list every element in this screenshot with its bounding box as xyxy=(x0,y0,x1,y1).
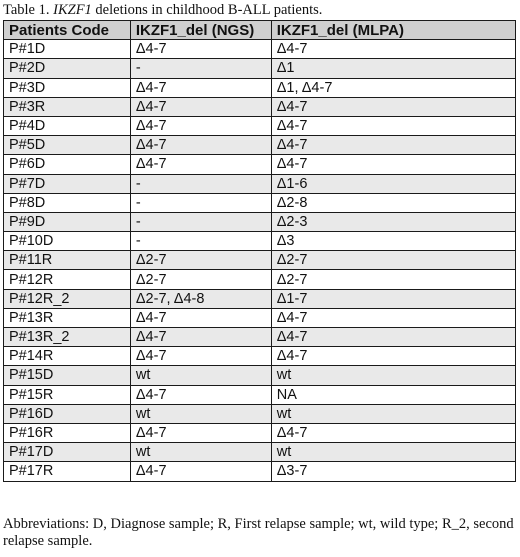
cell-mlpa: Δ1, Δ4-7 xyxy=(271,78,515,97)
cell-mlpa: Δ1-6 xyxy=(271,174,515,193)
cell-patient-code: P#2D xyxy=(4,59,131,78)
cell-mlpa: Δ4-7 xyxy=(271,97,515,116)
table-row xyxy=(4,78,516,97)
cell-patient-code: P#6D xyxy=(4,155,131,174)
cell-mlpa: Δ3-7 xyxy=(271,462,515,481)
cell-ngs: Δ2-7 xyxy=(130,251,271,270)
header-patients-code: Patients Code xyxy=(4,21,131,40)
cell-ngs: Δ4-7 xyxy=(130,155,271,174)
cell-mlpa: Δ2-3 xyxy=(271,212,515,231)
table-row xyxy=(4,251,516,270)
cell-mlpa: wt xyxy=(271,366,515,385)
cell-patient-code: P#13R_2 xyxy=(4,328,131,347)
header-mlpa: IKZF1_del (MLPA) xyxy=(271,21,515,40)
cell-ngs: Δ4-7 xyxy=(130,423,271,442)
table-row xyxy=(4,328,516,347)
cell-patient-code: P#11R xyxy=(4,251,131,270)
cell-mlpa: Δ4-7 xyxy=(271,40,515,59)
table-row xyxy=(4,347,516,366)
cell-mlpa: Δ4-7 xyxy=(271,308,515,327)
caption-prefix: Table 1. xyxy=(3,2,54,18)
table-row xyxy=(4,462,516,481)
cell-mlpa: wt xyxy=(271,443,515,462)
cell-patient-code: P#10D xyxy=(4,232,131,251)
cell-mlpa: NA xyxy=(271,385,515,404)
caption-suffix: deletions in childhood B-ALL patients. xyxy=(91,2,323,18)
cell-ngs: Δ4-7 xyxy=(130,462,271,481)
table-row xyxy=(4,116,516,135)
table-row xyxy=(4,232,516,251)
caption-gene-name: IKZF1 xyxy=(53,2,92,18)
deletions-table xyxy=(3,20,516,482)
cell-patient-code: P#15D xyxy=(4,366,131,385)
table-row xyxy=(4,385,516,404)
cell-ngs: Δ4-7 xyxy=(130,308,271,327)
cell-patient-code: P#16D xyxy=(4,404,131,423)
cell-patient-code: P#8D xyxy=(4,193,131,212)
header-row xyxy=(4,21,516,40)
cell-ngs: wt xyxy=(130,404,271,423)
cell-patient-code: P#3D xyxy=(4,78,131,97)
cell-ngs: Δ4-7 xyxy=(130,136,271,155)
cell-mlpa: Δ1-7 xyxy=(271,289,515,308)
cell-patient-code: P#5D xyxy=(4,136,131,155)
cell-ngs: - xyxy=(130,59,271,78)
cell-patient-code: P#13R xyxy=(4,308,131,327)
cell-patient-code: P#1D xyxy=(4,40,131,59)
cell-ngs: wt xyxy=(130,443,271,462)
cell-patient-code: P#3R xyxy=(4,97,131,116)
cell-mlpa: Δ4-7 xyxy=(271,116,515,135)
cell-mlpa: wt xyxy=(271,404,515,423)
cell-ngs: Δ4-7 xyxy=(130,97,271,116)
cell-patient-code: P#17R xyxy=(4,462,131,481)
table-row xyxy=(4,289,516,308)
cell-ngs: Δ4-7 xyxy=(130,40,271,59)
table-row xyxy=(4,59,516,78)
table-row xyxy=(4,308,516,327)
cell-patient-code: P#12R_2 xyxy=(4,289,131,308)
cell-patient-code: P#4D xyxy=(4,116,131,135)
cell-ngs: Δ4-7 xyxy=(130,328,271,347)
cell-ngs: Δ2-7, Δ4-8 xyxy=(130,289,271,308)
table-row xyxy=(4,443,516,462)
cell-ngs: - xyxy=(130,212,271,231)
cell-ngs: - xyxy=(130,232,271,251)
table-row xyxy=(4,40,516,59)
cell-mlpa: Δ4-7 xyxy=(271,347,515,366)
cell-patient-code: P#15R xyxy=(4,385,131,404)
table-row xyxy=(4,423,516,442)
cell-patient-code: P#12R xyxy=(4,270,131,289)
cell-patient-code: P#14R xyxy=(4,347,131,366)
cell-ngs: Δ4-7 xyxy=(130,347,271,366)
table-row xyxy=(4,270,516,289)
cell-mlpa: Δ2-7 xyxy=(271,251,515,270)
cell-patient-code: P#9D xyxy=(4,212,131,231)
table-row xyxy=(4,155,516,174)
cell-ngs: Δ4-7 xyxy=(130,116,271,135)
cell-mlpa: Δ4-7 xyxy=(271,155,515,174)
cell-mlpa: Δ2-7 xyxy=(271,270,515,289)
cell-mlpa: Δ4-7 xyxy=(271,328,515,347)
cell-mlpa: Δ4-7 xyxy=(271,423,515,442)
table-row xyxy=(4,174,516,193)
cell-ngs: Δ4-7 xyxy=(130,385,271,404)
cell-ngs: wt xyxy=(130,366,271,385)
cell-mlpa: Δ2-8 xyxy=(271,193,515,212)
table-row xyxy=(4,212,516,231)
cell-ngs: - xyxy=(130,193,271,212)
table-row xyxy=(4,366,516,385)
cell-patient-code: P#16R xyxy=(4,423,131,442)
cell-ngs: Δ4-7 xyxy=(130,78,271,97)
header-ngs: IKZF1_del (NGS) xyxy=(130,21,271,40)
table-row xyxy=(4,136,516,155)
cell-patient-code: P#17D xyxy=(4,443,131,462)
table-row xyxy=(4,193,516,212)
cell-mlpa: Δ4-7 xyxy=(271,136,515,155)
table-row xyxy=(4,404,516,423)
table-row xyxy=(4,97,516,116)
cell-ngs: Δ2-7 xyxy=(130,270,271,289)
cell-ngs: - xyxy=(130,174,271,193)
cell-patient-code: P#7D xyxy=(4,174,131,193)
cell-mlpa: Δ1 xyxy=(271,59,515,78)
cell-mlpa: Δ3 xyxy=(271,232,515,251)
table-caption xyxy=(3,2,517,18)
abbreviations-footnote: Abbreviations: D, Diagnose sample; R, First relapse sample; wt, wild type; R_2, second relapse sample. xyxy=(3,516,514,549)
